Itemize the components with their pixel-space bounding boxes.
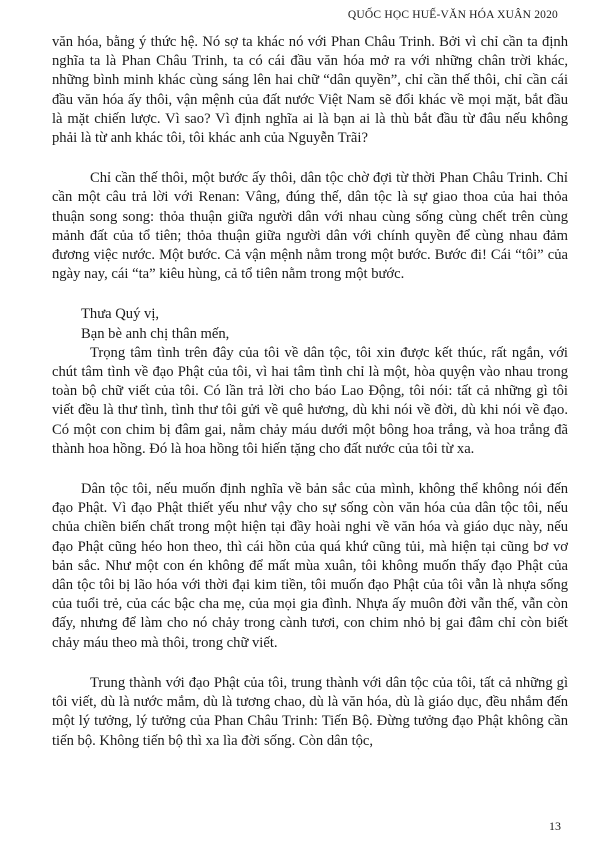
paragraph: Trọng tâm tình trên đây của tôi về dân tộc, tôi xin được kết thúc, rất ngắn, với chút tâm tình về đạo Phật của tôi, vì hai tâm tình chỉ là một, hòa quyện vào nhau trong toàn bộ chữ viết của tôi. Có lần trả lời cho báo Lao Động, tôi nói: tất cả những gì tôi viết đều là thư tình, tình thư tôi gửi về quê hương, dù khi nói về đời, dù khi nói về đạo. Có một con chim bị đâm gai, nằm chảy máu dưới một bông hoa trắng, và hoa trắng đã thành hoa hồng. Đó là hoa hồng tôi hiến tặng cho đất nước của tôi từ xa.: [52, 344, 568, 457]
salutation: Thưa Quý vị,: [81, 306, 160, 323]
running-header: QUỐC HỌC HUẾ-VĂN HÓA XUÂN 2020: [347, 9, 558, 21]
page-number: 13: [549, 819, 561, 833]
paragraph: Trung thành với đạo Phật của tôi, trung thành với dân tộc của tôi, tất cả những gì tôi viết, dù là nước mắm, dù là tương chao, dù là văn hóa, dù là giáo dục, đều nhắm đến một lý tưởng, lý tưởng của Phan Châu Trinh: Tiến Bộ. Đừng tưởng đạo Phật không cần tiến bộ. Không tiến bộ thì xa lìa đời sống. Còn dân tộc,: [52, 674, 568, 749]
paragraph: Chỉ cần thế thôi, một bước ấy thôi, dân tộc chờ đợi từ thời Phan Châu Trinh. Chỉ cần một câu trả lời với Renan: Vâng, đúng thế, dân tộc là sự giao thoa của hai thỏa thuận song song: thỏa thuận giữa người dân với nhau cùng sống cùng chết trên cùng mảnh đất của tổ tiên; thỏa thuận giữa người dân với chính quyền để cùng nhau đảm đương việc nước. Một bước. Cả vận mệnh nằm trong một bước. Bước đi! Cái “tôi” của ngày nay, cái “ta” kiêu hùng, cả tổ tiên nằm trong một bước.: [52, 170, 568, 283]
salutation: Bạn bè anh chị thân mến,: [81, 325, 230, 342]
paragraph: Dân tộc tôi, nếu muốn định nghĩa về bản sắc của mình, không thể không nói đến đạo Phật. Vì đạo Phật thiết yếu như vậy cho sự sống còn văn hóa của dân tộc tôi, nếu chủa chiền biến chất trong một hiện tại đầy hoài nghi về văn hóa và giáo dục này, nếu đạo Phật cũng héo hon theo, thì cái hồn của quá khứ cũng tủi, mà hiện tại cũng bơ vơ bản sắc. Như một con én không để mất mùa xuân, tôi không muốn thấy đạo Phật của dân tộc tôi bị lão hóa với thời đại kim tiền, tôi muốn đạo Phật của tôi vẫn là nhựa sống của tuổi trẻ, của các bậc cha mẹ, của mọi gia đình. Nhựa ấy muôn đời vẫn thế, vẫn còn đấy, nhưng để làm cho nó chảy trong cành tươi, con chim nhỏ bị gai đâm chỉ còn biết chảy máu theo mà thôi, trong chữ viết.: [52, 481, 568, 651]
paragraph: văn hóa, bằng ý thức hệ. Nó sợ ta khác nó với Phan Châu Trinh. Bởi vì chỉ cần ta định nghĩa ta là Phan Châu Trinh, ta có cái đầu văn hóa mở ra với những chân trời khác, những bình minh khác cùng sáng lên hai chữ “dân quyền”, chỉ cần thế thôi, chỉ cần cái đầu văn hóa ấy thôi, vận mệnh của đất nước Việt Nam sẽ đổi khác về mọi mặt, bắt đầu là mặt chiến lược. Vì sao? Vì định nghĩa ai là bạn ai là thù bắt đầu từ đâu nếu không phải là từ anh khác tôi, tôi khác anh của Nguyễn Trãi?: [52, 34, 568, 147]
page-body: [52, 33, 568, 751]
